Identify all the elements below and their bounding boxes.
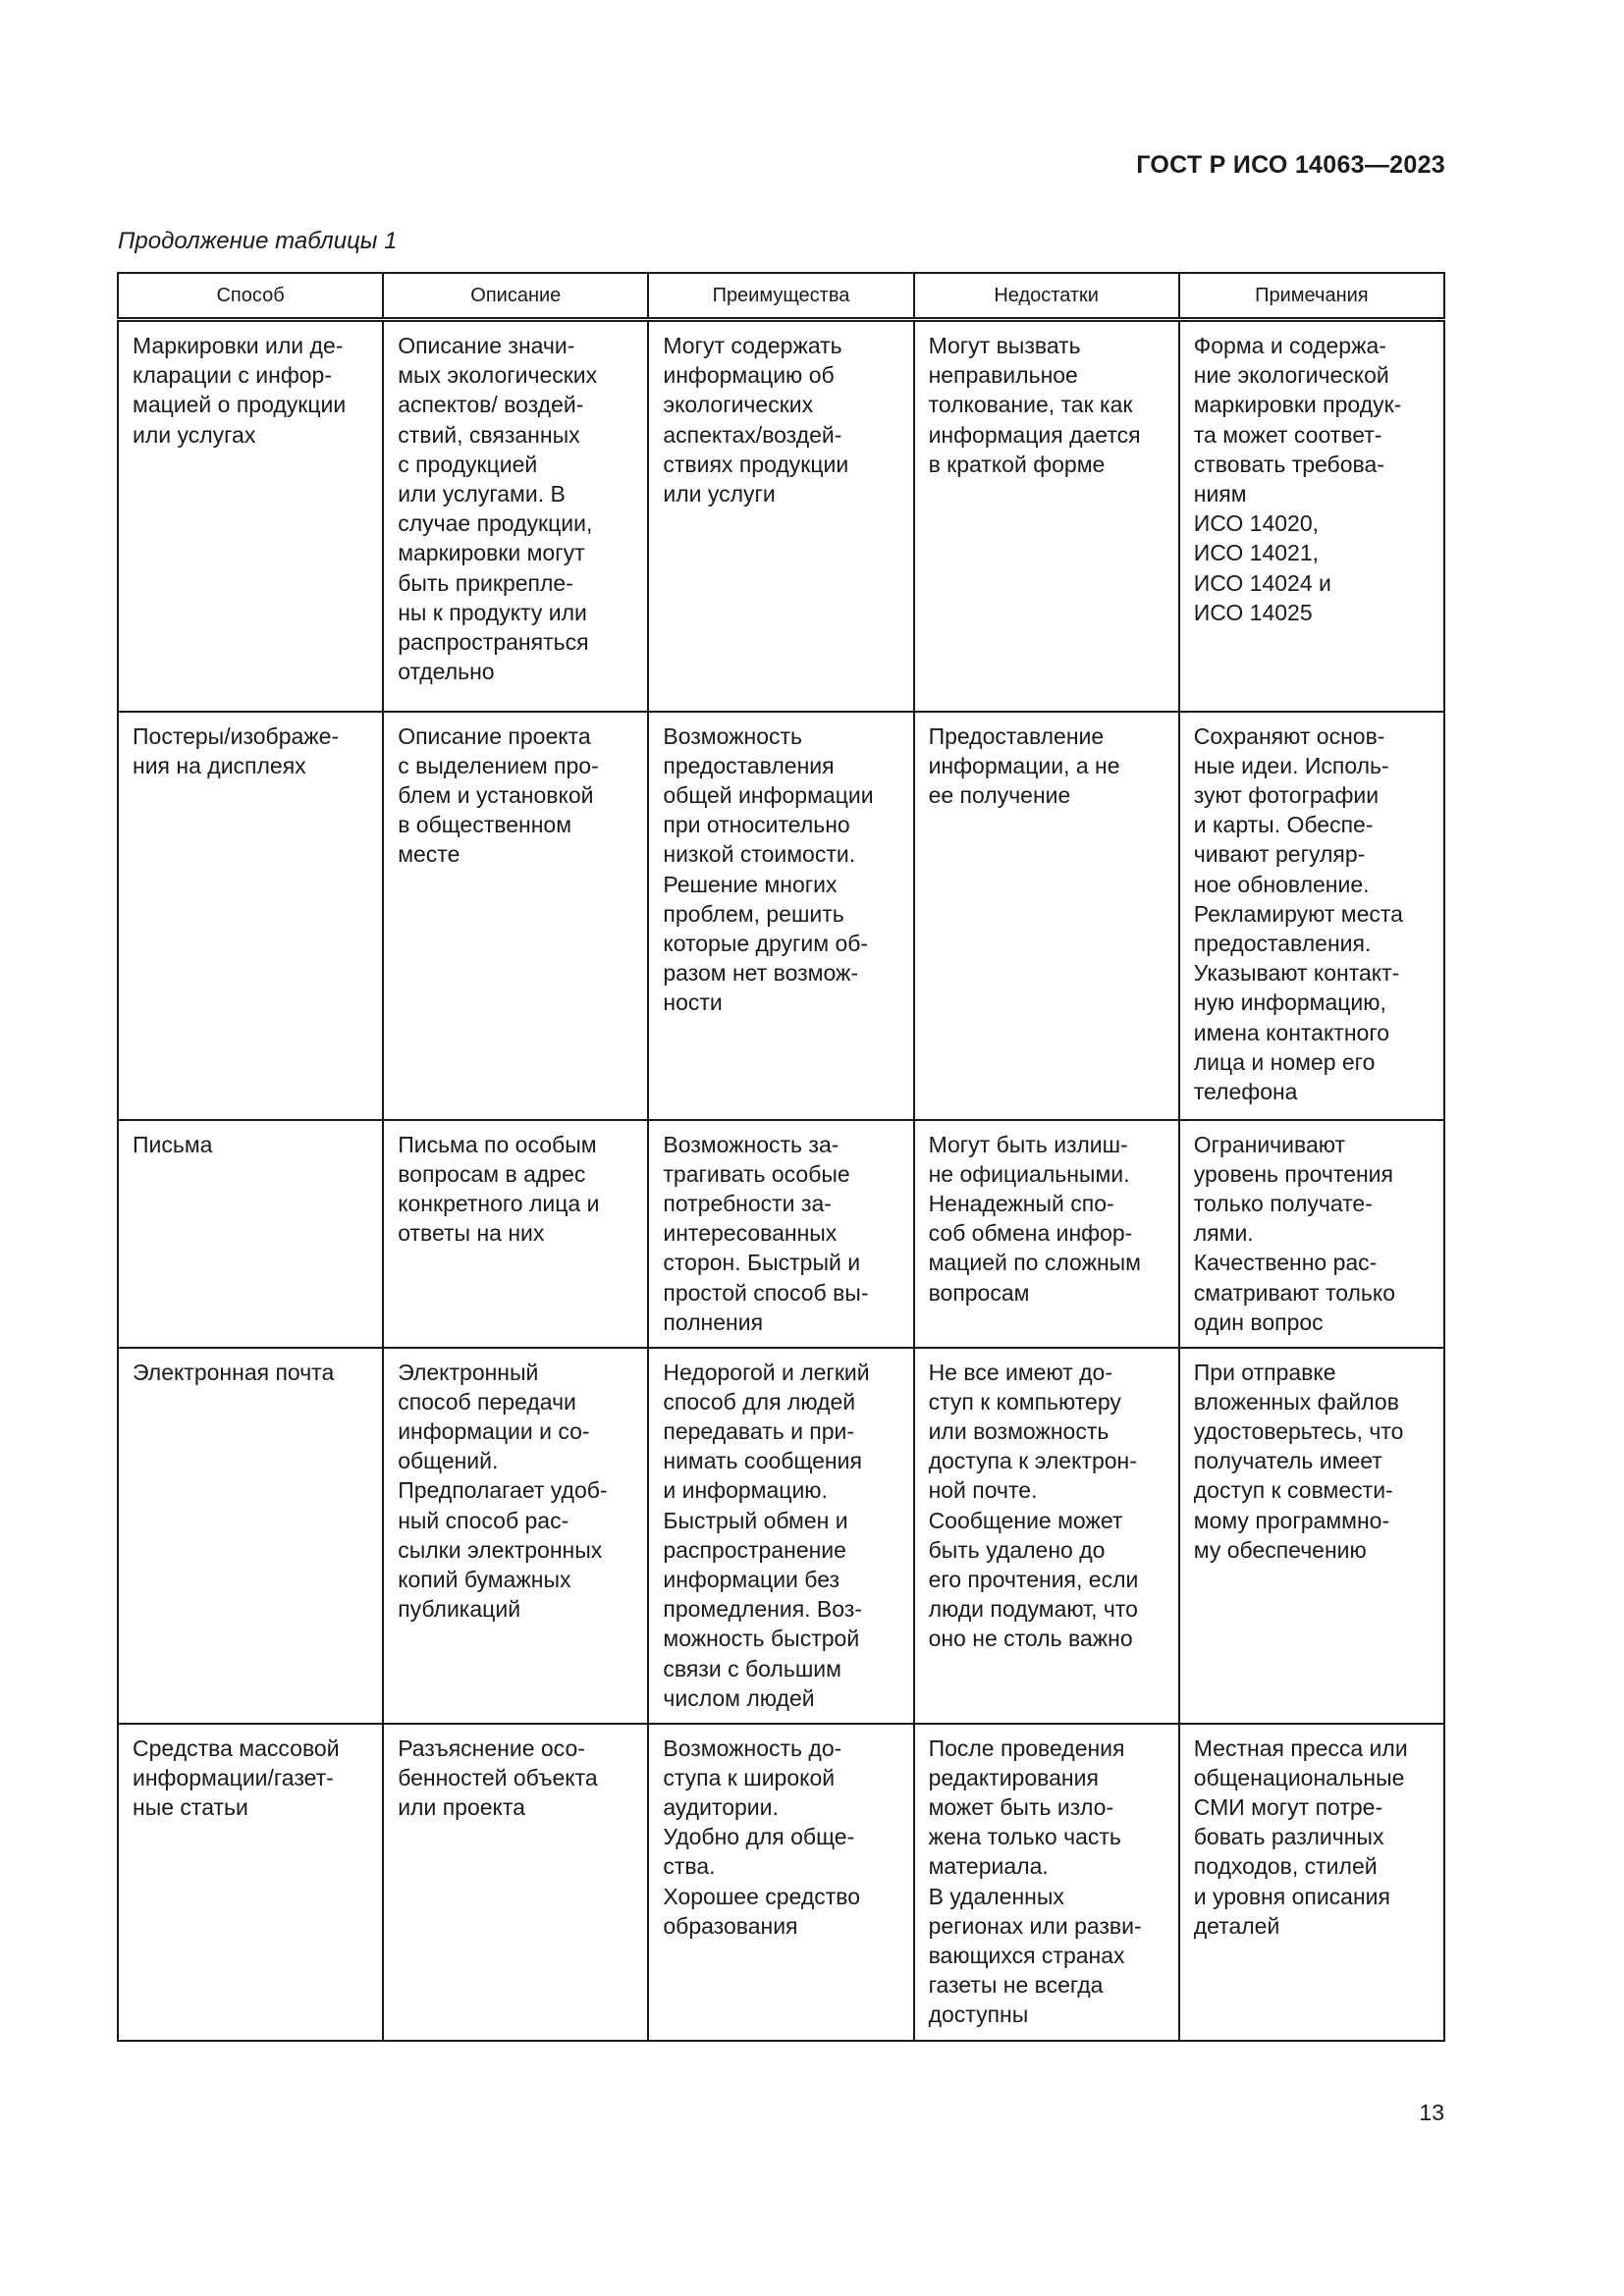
table-row (118, 1724, 1444, 2041)
cell-method: Постеры/изображе- ния на дисплеях (118, 712, 383, 1120)
table-caption: Продолжение таблицы 1 (118, 228, 398, 254)
page-number: 13 (1419, 2100, 1444, 2125)
cell-disadvantages: Предоставление информации, а не ее получение (914, 712, 1179, 1120)
cell-disadvantages: Могут вызвать неправильное толкование, так как информация дается в краткой форме (914, 320, 1179, 712)
cell-advantages: Могут содержать информацию об экологических аспектах/воздей- ствиях продукции или услуги (648, 320, 913, 712)
header-advantages: Преимущества (648, 273, 913, 320)
cell-description: Описание значи- мых экологических аспектов/ воздей- ствий, связанных с продукцией или услугами. В случае продукции, маркировки могут быть прикрепле- ны к продукту или распространяться отдельно (383, 320, 648, 712)
cell-description: Письма по особым вопросам в адрес конкретного лица и ответы на них (383, 1120, 648, 1348)
cell-notes: Ограничивают уровень прочтения только получате- лями. Качественно рас- сматривают только один вопрос (1179, 1120, 1444, 1348)
cell-method: Средства массовой информации/газет- ные статьи (118, 1724, 383, 2041)
cell-method: Маркировки или де- кларации с инфор- мацией о продукции или услугах (118, 320, 383, 712)
cell-advantages: Возможность за- трагивать особые потребности за- интересованных сторон. Быстрый и простой способ вы- полнения (648, 1120, 913, 1348)
cell-advantages: Недорогой и легкий способ для людей передавать и при- нимать сообщения и информацию. Быстрый обмен и распространение информации без промедления. Воз- можность быстрой связи с большим числом людей (648, 1348, 913, 1724)
table-header-row (118, 273, 1444, 320)
cell-notes: Форма и содержа- ние экологической маркировки продук- та может соответ- ствовать требова- ниям ИСО 14020, ИСО 14021, ИСО 14024 и ИСО 14025 (1179, 320, 1444, 712)
header-notes: Примечания (1179, 273, 1444, 320)
document-code: ГОСТ Р ИСО 14063—2023 (1136, 151, 1445, 179)
cell-advantages: Возможность предоставления общей информации при относительно низкой стоимости. Решение многих проблем, решить которые другим об- разом нет возмож- ности (648, 712, 913, 1120)
cell-notes: Сохраняют основ- ные идеи. Исполь- зуют фотографии и карты. Обеспе- чивают регуляр- ное обновление. Рекламируют места предоставления. Указывают контакт- ную информацию, имена контактного лица и номер его телефона (1179, 712, 1444, 1120)
cell-method: Электронная почта (118, 1348, 383, 1724)
cell-description: Электронный способ передачи информации и со- общений. Предполагает удоб- ный способ рас- сылки электронных копий бумажных публикаций (383, 1348, 648, 1724)
cell-advantages: Возможность до- ступа к широкой аудитории. Удобно для обще- ства. Хорошее средство образования (648, 1724, 913, 2041)
header-method: Способ (118, 273, 383, 320)
cell-description: Описание проекта с выделением про- блем и установкой в общественном месте (383, 712, 648, 1120)
cell-disadvantages: Могут быть излиш- не официальными. Ненадежный спо- соб обмена инфор- мацией по сложным вопросам (914, 1120, 1179, 1348)
header-description: Описание (383, 273, 648, 320)
cell-notes: При отправке вложенных файлов удостоверьтесь, что получатель имеет доступ к совмести- мому программно- му обеспечению (1179, 1348, 1444, 1724)
cell-disadvantages: После проведения редактирования может быть изло- жена только часть материала. В удаленных регионах или разви- вающихся странах газеты не всегда доступны (914, 1724, 1179, 2041)
header-disadvantages: Недостатки (914, 273, 1179, 320)
cell-method: Письма (118, 1120, 383, 1348)
table-row (118, 712, 1444, 1120)
cell-description: Разъяснение осо- бенностей объекта или проекта (383, 1724, 648, 2041)
communication-methods-table (117, 272, 1445, 2042)
cell-notes: Местная пресса или общенациональные СМИ могут потре- бовать различных подходов, стилей и уровня описания деталей (1179, 1724, 1444, 2041)
table-row (118, 1348, 1444, 1724)
table-row (118, 1120, 1444, 1348)
cell-disadvantages: Не все имеют до- ступ к компьютеру или возможность доступа к электрон- ной почте. Сообщение может быть удалено до его прочтения, если люди подумают, что оно не столь важно (914, 1348, 1179, 1724)
table-row (118, 320, 1444, 712)
